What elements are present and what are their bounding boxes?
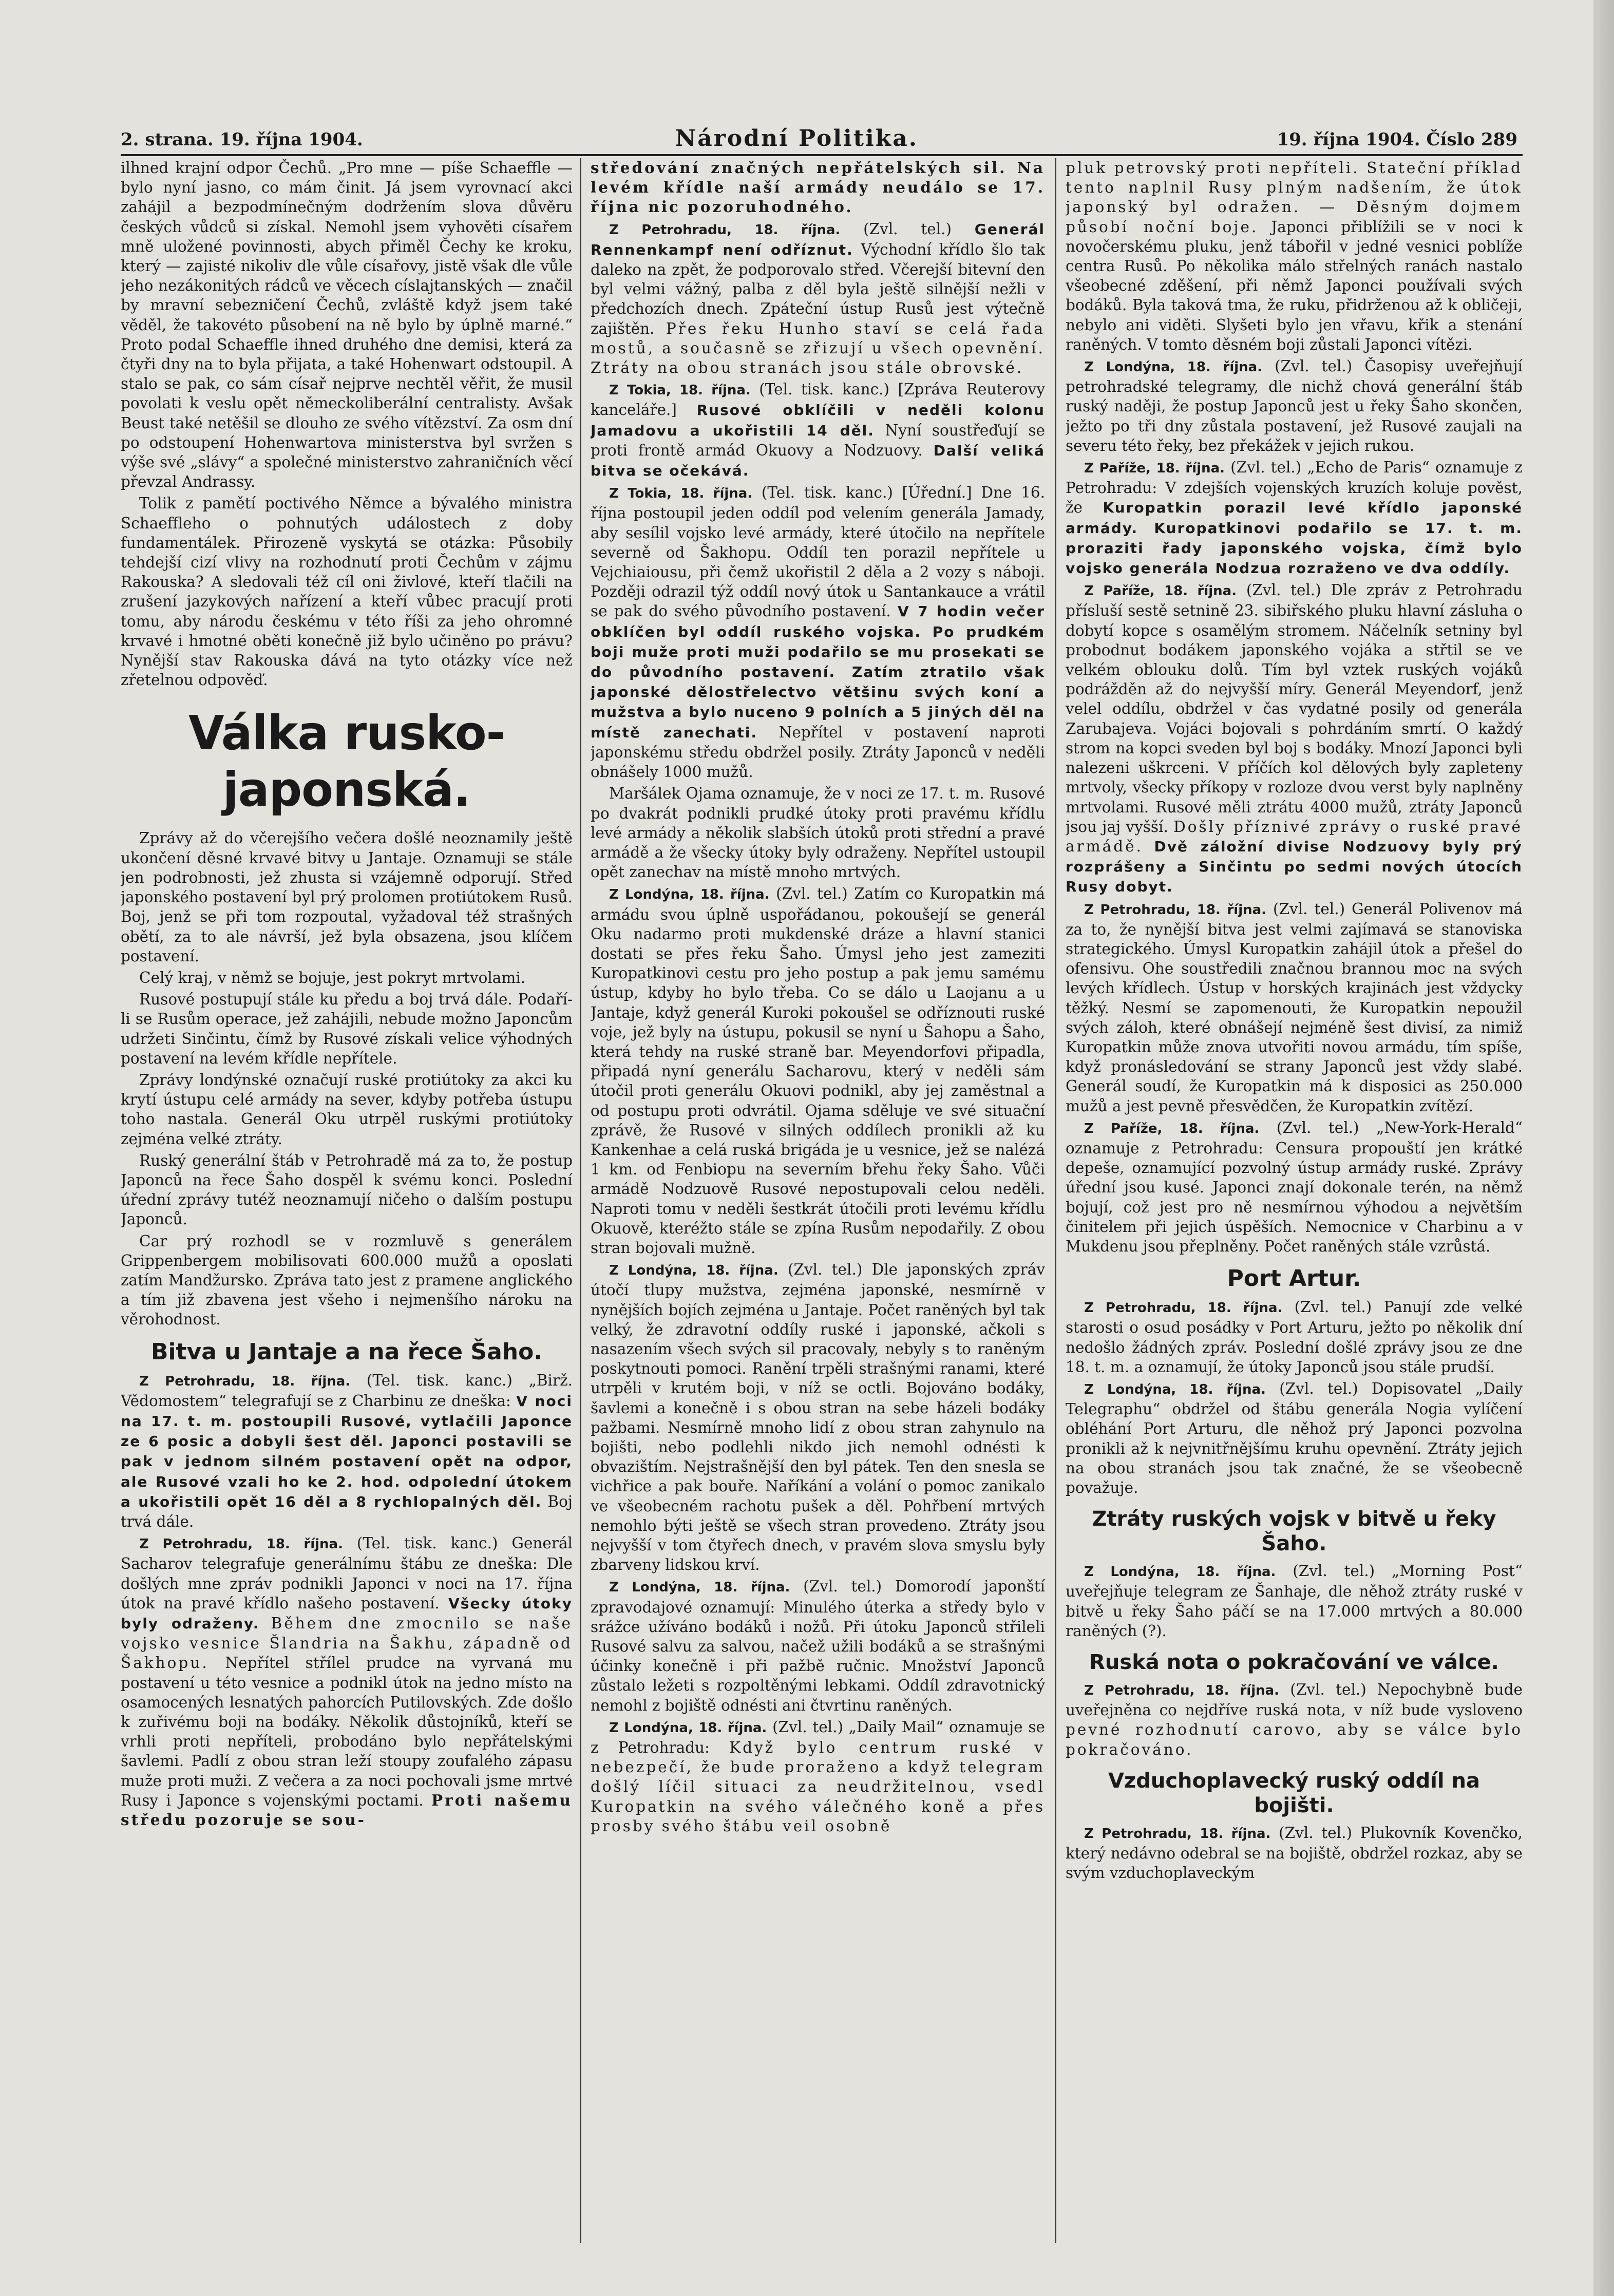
dispatch-spaced: středování značných nepřátelských sil. Na levém křídle naší armády neudálo se 17. října nic pozoruhodného. — [591, 159, 1045, 216]
header-date-left: 2. strana. 19. října 1904. — [121, 129, 363, 150]
dispatch-dateline: Z Petrohradu, 18. října. — [139, 1373, 351, 1389]
dispatch-text: (Zvl. tel.) „New-York-Herald“ oznamuje z Petrohradu: Censura propouští jen krátké depeše, oznamující pozvolný ústup armády ruské. Zprávy úřední jsou kusé. Japonci znají dokonale terén, na němž bojují, což jest pro ně nesmírnou výhodou a největším činitelem při jejich úspěších. Nemocnice v Charbinu a v Mukdenu jsou přeplněny. Počet raněných stále vzrůstá. — [1066, 1118, 1523, 1255]
dispatch — [1066, 1118, 1523, 1256]
dispatch-text: (Zvl. tel.) Nepochybně bude uveřejněna co nejdříve ruská nota, v níž bude vysloveno — [1066, 1681, 1523, 1719]
dispatch — [591, 379, 1045, 481]
column-1 — [121, 158, 573, 2248]
dispatch-text: (Zvl. tel.) Dle zpráv z Petrohradu přísluší sestě setnině 23. sibiřského pluku hlavní zásluha o dobytí kopce s osamělým stromem. Náčelník setniny byl probodnut bodákem japonského vojáka a střtil se ve velkém oblouku dolů. Tím byl vztek ruských vojáků podrážděn až do nejvyšší míry. Generál Meyendorf, jenž velel oddílu, obdržel v čas vydatné posily od generála Zarubajeva. Vojáci bojovali s pohrdáním smrtí. O každý strom na kopci sveden byl boj s bodáky. Mnozí Japonci byli nalezeni uškrceni. V příčích kol dělových byly zapleteny mrtvoly, všecky příkopy v rozloze dvou verst byly naplněny mrtvolami. Rusové měli ztrátu 4000 mužů, ztráty Japonců jsou jaj vyšší. — [1066, 581, 1523, 836]
battle-headline: Bitva u Jantaje a na řece Šaho. — [150, 1338, 543, 1365]
dispatch-dateline: Z Paříže, 18. října. — [1084, 461, 1225, 477]
dispatch-text: Nepřítel v postavení naproti japonskému středu obdržel posily. Ztráty Japonců v neděli obnášely 1000 mužů. — [591, 723, 1045, 781]
dispatch-spaced: pluk petrovský proti nepříteli. Stateční příklad tento naplnil Rusy plným nadšením, že útok japonský byl odražen. — Děsným dojmem působí noční boje. — [1066, 159, 1523, 236]
dispatch-dateline: Z Paříže, 18. října. — [1084, 583, 1237, 599]
dispatch-text: (Zvl. tel.) Časopisy uveřejňují petrohradské telegramy, dle nichž chová generální štáb ruský naději, že postup Japonců jest u řeky Šaho skončen, ježto po tři dny zůstala postavení, jež Rusové zaujali na severu této řeky, bez překážek v jejich rukou. — [1066, 357, 1523, 454]
dispatch — [1066, 1680, 1523, 1759]
dispatch-bold: Generál Rennenkampf není odříznut. — [591, 220, 1045, 258]
dispatch-bold: V noci na 17. t. m. postoupili Rusové, vytlačili Japonce ze 6 posic a dobyli šest děl. Japonci postavili se pak v jednom silném postavení opět na odpor, ale Rusové vzali ho ke 2. hod. odpolední útokem a ukořistili opět 16 děl a 8 rychlopalných děl. — [121, 1392, 573, 1510]
article-paragraph: Car prý rozhodl se v rozmluvě s generálem Grippenbergem mobilisovati 600.000 mužů a oposlati zatím Mandžursko. Zpráva tato jest z pramene anglického a tím již zbavena jest všeho i nejmenšího nároku na věrohodnost. — [121, 1232, 573, 1329]
dispatch-dateline: Z Paříže, 18. října. — [1084, 1121, 1260, 1136]
page-edge — [1593, 0, 1614, 2296]
dispatch-text: (Zvl. tel.) Panují zde velké starosti o osud posádky v Port Arturu, ježto po několik dní nedošlo žádných zpráv. Poslední došlé zprávy jsou ze dne 18. t. m. a oznamují, že útoky Japonců jsou stále prudší. — [1066, 1298, 1523, 1376]
dispatch-text: (Zvl. tel.) „Echo de Paris“ oznamuje z Petrohradu: V zdejších vojenských kruzích koluje pověst, že — [1066, 459, 1523, 517]
dispatch-spaced: Proti našemu středu pozoruje se sou- — [121, 1791, 573, 1829]
dispatch — [591, 1717, 1045, 1836]
dispatch-bold: Rusové obklíčili v neděli kolonu Jamadovu a ukořistili 14 děl. — [591, 402, 1045, 439]
page-header — [121, 123, 1517, 154]
dispatch — [1066, 1561, 1523, 1641]
dispatch-text: (Tel. tisk. kanc.) [Úřední.] Dne 16. října postoupil jeden oddíl pod velením generála Jamady, aby sesílil vojsko levé armády, které útočilo na nepřítele severně od Šakhopu. Oddíl ten porazil nepřítele u Vejchiaiousu, při čemž ukořistil 2 děla a 2 vozy s náboji. Později odrazil týž oddíl nový útok u Santankauce a vrátil se pak do svého původního postavení. — [591, 484, 1045, 620]
column-2 — [591, 158, 1045, 2248]
dispatch-text: (Tel. tisk. kanc.) Generál Sacharov telegrafuje generálnímu štábu ze dneška: Dle došlých mne zpráv podnikli Japonci v noci na 17. října útok na pravé křídlo našeho postavení. — [121, 1534, 573, 1612]
dispatch-text: (Zvl. tel.) Domorodí japonští zpravodajové oznamují: Minulého úterka a středy bylo v srážce užíváno bodáků i nožů. Při útoku Japonců střileli Rusové salvu za salvou, načež užili bodáků a se strašnými účinky konečně i při pažbě ručnic. Množství Japonců zůstalo ležeti s rozpoltěnými lebkami. Oddíl zdravotnický nemohl z bojiště odnésti ani čtvrtinu raněných. — [591, 1578, 1045, 1714]
dispatch-dateline: Z Londýna, 18. října. — [609, 887, 770, 903]
dispatch-text: (Tel. tisk. kanc.) [Zpráva Reuterovy kanceláře.] — [591, 381, 1045, 419]
dispatch-dateline: Z Petrohradu, 18. října. — [609, 222, 841, 238]
dispatch-spaced: Přes řeku Hunho staví se celá řada mostů, a současně se zřizují u všech opevnění. Ztráty na obou stranách jsou stále obrovské. — [591, 319, 1045, 377]
dispatch — [1066, 1379, 1523, 1497]
dispatch-bold: Dvě záložní divise Nodzuovy byly prý rozprášeny a Sinčintu po sedmi nových útocích Rusy dobyt. — [1066, 838, 1523, 896]
dispatch-text: Nepřítel střílel prudce na vyrvaná mu postavení u této vesnice a podnikl útok na jedno místo na osamocených lesnatých pahorcích Putilovských. Zde došlo k zuřivému boji na bodáky. Několik důstojníků, kteří se vrhli proti nepříteli, probodáno bylo nepřátelskými šavlemi. Padlí z obou stran leží stoupy zoufalého zápasu muže proti muži. Z večera a za noci pochovali jsme mrtvé Rusy i Japonce s vojenskými poctami. — [121, 1654, 573, 1809]
dispatch — [1066, 580, 1523, 897]
dispatch-dateline: Z Tokia, 18. října. — [609, 486, 753, 502]
dispatch — [1066, 899, 1523, 1116]
dispatch-dateline: Z Londýna, 18. října. — [1084, 359, 1263, 375]
dispatch-dateline: Z Petrohradu, 18. října. — [1084, 1683, 1280, 1699]
dispatch-dateline: Z Londýna, 18. října. — [609, 1580, 790, 1596]
dispatch — [1066, 356, 1523, 456]
article-paragraph: Zprávy až do včerejšího večera došlé neoznamily ještě ukončení děsné krvavé bitvy u Jantaje. Oznamuji se stále jen podrobnosti, jež zhusta si vzájemně odporují. Střed japonského postavení byl prý prolomen protiútokem Rusů. Boj, jenž se při tom rozpoutal, vyžadoval též strašných obětí, za to ale návrší, jež byla obsazena, jsou klíčem postavení. — [121, 829, 573, 965]
dispatch-dateline: Z Londýna, 18. října. — [609, 1720, 767, 1736]
dispatch — [1066, 1823, 1523, 1883]
dispatch-bold: V 7 hodin večer obklíčen byl oddíl ruského vojska. Po prudkém boji muže proti muži podařilo se mu prosekati se do původního postavení. Zatím ztratilo však japonské dělostřelectvo většinu svých koní a mužstva a bylo nuceno 9 polních a 5 jiných děl na místě zanechati. — [591, 603, 1045, 741]
dispatch-text: (Zvl. tel.) Generál Polivenov má za to, že nynější bitva jest velmi zajímavá se stanoviska strategického. Úmysl Kuropatkin zahájil útok a přešel do ofensivu. Ohe soustředili značnou brannou moc na svých levých křídlech. Ústup v horských krajinách jest vždycky těžký. Nesmí se zapomenouti, že Kuropatkin nepoužil svých záloh, které obnášejí nejméně šest divisí, za nimiž Kuropatkin může znova utvořiti novou armádu, tím spíše, když pronásledování se strany Japonců jest vždy slabé. Generál soudí, že Kuropatkin má k disposici as 250.000 mužů a jest pevně přesvědčen, že Kuropatkin zvítězí. — [1066, 900, 1523, 1115]
port-arthur-headline: Port Artur. — [1227, 1265, 1361, 1292]
balloon-unit-headline: Vzduchoplavecký ruský oddíl na bojišti. — [1108, 1769, 1480, 1817]
dispatch-text: (Tel. tisk. kanc.) „Birž. Vědomostem“ telegrafují se z Charbinu ze dneška: — [121, 1371, 573, 1410]
dispatch-bold: Další veliká bitva se očekává. — [591, 442, 1045, 480]
dispatch-bold: Všecky útoky byly odraženy. — [121, 1595, 573, 1632]
dispatch-text: Nyní soustřeďují se proti frontě armád Okuovy a Nodzuovy. — [591, 421, 1045, 459]
header-rule — [121, 154, 1523, 156]
dispatch-dateline: Z Petrohradu, 18. října. — [1084, 902, 1267, 918]
dispatch — [591, 219, 1045, 378]
dispatch-dateline: Z Petrohradu, 18. října. — [1084, 1826, 1271, 1842]
dispatch — [121, 1533, 573, 1830]
dispatch-dateline: Z Londýna, 18. října. — [1084, 1564, 1276, 1580]
column-rule-2 — [1055, 158, 1056, 2243]
dispatch — [591, 1577, 1045, 1715]
dispatch-text: (Zvl. tel.) „Morning Post“ uveřejňuje telegram ze Šanhaje, dle něhož ztráty ruské v bitvě u řeky Šaho páčí se na 17.000 mrtvých a 80.000 raněných (?). — [1066, 1562, 1523, 1640]
article-paragraph: ilhned krajní odpor Čechů. „Pro mne — píše Schaeffle — bylo nyní jasno, co mám činit. Já jsem vyrovnací akci zahájil a bezpodmínečným dodržením slova důvěru českých vůdců si získal. Nemohl jsem vyhověti císařem mně uložené povinnosti, abych přiměl Čechy ke kroku, který — zajisté nikoliv dle vůle císařovy, jistě však dle vůle jeho nezákonitých rádců ve věcech císlajtanských — značil by mravní sebezničení Čechů, zvláště když jsem také věděl, že takovéto působení na ně bylo by úplně marné.“ Proto podal Schaeffle ihned druhého dne demisi, která za čtyři dny na to byla přijata, a také Hohenwart odstoupil. A stalo se pak, co sám císař nejprve nechtěl věřit, že musil povolati k veslu opět německoliberální centralisty. Avšak Beust také netěšil se dlouho ze svého vítězství. Za osm dní po odstoupení Hohenwartova ministerstva byl svržen s výše své „slávy“ a společné ministerstvo zahraničních věcí převzal Andrassy. — [121, 159, 573, 491]
dispatch — [121, 1371, 573, 1532]
dispatch-dateline: Z Petrohradu, 18. října. — [139, 1536, 343, 1552]
article-paragraph: Tolik z pamětí poctivého Němce a bývalého ministra Schaeffleho o pohnutých událostech z doby fundamentálek. Přirozeně vyskytá se otázka: Působily tehdejší cizí vlivy na rozhodnutí proti Čechům v zájmu Rakouska? A sledovali též cíl oni živlové, kteří tlačili na zrušení jazykových nařízení a kteří vůbec pracují proti tomu, aby národu českému v této říši za jeho ohromné krvavé i hmotné oběti konečně již bylo učiněno po právu? Nynější stav Rakouska dává na tyto otázky více než zřetelnou odpověď. — [121, 495, 573, 689]
dispatch-text: (Zvl. tel.) „Daily Mail“ oznamuje se z Petrohradu: — [591, 1718, 1045, 1757]
article-paragraph: Ruský generální štáb v Petrohradě má za to, že postup Japonců na řece Šaho dospěl k svému konci. Poslední úřední zprávy tutéž neoznamují ničeho o dalším postupu Japonců. — [121, 1151, 573, 1228]
dispatch-dateline: Z Londýna, 18. října. — [609, 1263, 778, 1279]
dispatch-dateline: Z Londýna, 18. října. — [1084, 1381, 1266, 1397]
dispatch-dateline: Z Petrohradu, 18. října. — [1084, 1300, 1283, 1316]
dispatch-text: Boj trvá dále. — [121, 1492, 573, 1530]
dispatch-text: (Zvl. tel.) Zatím co Kuropatkin má armádu svou úplně uspořádanou, pokoušejí se generál Oku nadarmo proti mukdenské dráze a hlavní stanici dostati se přes řeku Šaho. Úmysl jeho jest zameziti Kuropatkinovi cestu pro jeho postup a pak jemu samému ústup, kdyby ho bylo třeba. Co se dálo u Laojanu a u Jantaje, když generál Kuroki pokoušel se odříznouti ruské voje, jež byly na ústupu, pokusil se nyní u Šahopu a Šaho, která tehdy na ruské straně bar. Meyendorfovi připadla, připadá nyní generálu Sacharovu, který v neděli sám útočil proti generálu Okuovi podnikl, aby jej zaměstnal a od postupu proti odvrátil. Ojama sděluje ve své situační zprávě, že Rusové v silných oddílech pronikli až ku Kankenhae a celá ruská brigáda je u vesnice, jež se nalézá 1 km. od Fenbiopu na severním břehu řeky Šaho. Vůči armádě Nodzuově Rusové nepostupovali celou neděli. Naproti tomu v neděli šestkrát útočili proti levému křídlu Okuově, kteréžto stále se zpína Rusům nepodařily. Z obou stran bojovali mužně. — [591, 885, 1045, 1257]
article-paragraph: Rusové postupují stále ku předu a boj trvá dále. Podaří-li se Rusům operace, jež zahájili, nebude možno Japoncům udržeti Sinčintu, čímž by Rusové získali velice výhodných postavení na levém křídle nepřítele. — [121, 991, 573, 1067]
losses-headline: Ztráty ruských vojsk v bitvě u řeky Šaho. — [1092, 1507, 1496, 1556]
article-paragraph: Zprávy londýnské označují ruské protiútoky za akci ku krytí ústupu celé armády na sever, kdyby potřeba ústupu toho nastala. Generál Oku utrpěl ruskými protiútoky zejména velké ztráty. — [121, 1071, 573, 1148]
dispatch-spaced: Došly příznivé zprávy o ruské pravé armádě. — [1066, 818, 1523, 855]
dispatch-dateline: Z Tokia, 18. října. — [609, 383, 751, 399]
dispatch-spaced: pevné rozhodnutí carovo, aby se válce bylo pokračováno. — [1066, 1721, 1523, 1758]
dispatch — [1066, 1297, 1523, 1377]
dispatch-bold: Kuropatkin porazil levé křídlo japonské armády. Kuropatkinovi podařilo se 17. t. m. proraziti řady japonského vojska, čímž bylo vojsko generála Nodzua rozraženo ve dva oddíly. — [1066, 499, 1523, 577]
dispatch-text: Japonci přiblížili se v noci k novočerskému pluku, jenž tábořil v jedné vesnici poblíže centra Rusů. Po několika málo střelných ranách nastalo všeobecné zděšení, při němž Japonci používali svých bodáků. Byla taková tma, že ruku, přidrženou až k obličeji, nebylo ani viděti. Slyšeti bylo jen vřavu, křik a stenání raněných. V tomto děsném boji zůstali Japonci vítězi. — [1066, 218, 1523, 353]
dispatch — [1066, 458, 1523, 578]
column-3 — [1066, 158, 1523, 2248]
war-headline: Válka rusko-japonská. — [188, 706, 505, 818]
header-issue-right: 19. října 1904. Číslo 289 — [1277, 129, 1517, 150]
dispatch — [591, 1260, 1045, 1574]
dispatch-text: Východní křídlo šlo tak daleko na zpět, že podporovalo střed. Včerejší bitevní den byl velmi vážný, palba z děl byla ještě silnější nežli v předchozích dnech. Zpáteční ústup Rusů jest výtečně zajištěn. — [591, 240, 1045, 337]
dispatch-text: (Zvl. tel.) Dle japonských zpráv útočí tlupy mužstva, zejména japonské, nesmírně v nynějších bojích zejména u Jantaje. Počet raněných byl tak velký, že zdravotní oddíly ruské i japonské, ačkoli s nasazením všech svých sil pracovaly, nebyly s to raněným poskytnouti pomoci. Ranění trpěli strašnými ranami, které utrpěli v krutém boji, v níž se octli. Bojováno bodáky, šavlemi a konečně i s obou stran na sebe házeli bodáky pažbami. Nesmírně mnoho lidí z obou stran zahynulo na bojišti, nebo podlehli nikdo jich nemohl odnésti k obvazištím. Nejstrašnější den byl pátek. Ten den snesla se vichřice a pak bouře. Naříkání a volání o pomoc zanikalo ve všeobecném rachotu pušek a děl. Pohřbení mrtvých nemohlo býti ještě se všech stran provedeno. Ztráty jsou nejvyšší v tom čtyřech dnech, v pravém slova smyslu byly zbarveny lidskou krví. — [591, 1261, 1045, 1574]
dispatch-text: (Zvl. tel.) Plukovník Kovenčko, který nedávno odebral se na bojiště, obdržel rozkaz, aby se svým vzduchoplaveckým — [1066, 1824, 1523, 1882]
article-paragraph: Celý kraj, v němž se bojuje, jest pokryt mrtvolami. — [139, 969, 526, 986]
dispatch-spaced: Když bylo centrum ruské v nebezpečí, že bude proraženo a když telegram došlý líčil situaci za neudržitelnou, vsedl Kuropatkin na svého válečného koně a přes prosby svého štábu veil osobně — [591, 1739, 1045, 1835]
article-paragraph: Maršálek Ojama oznamuje, že v noci ze 17. t. m. Rusové po dvakrát podnikli prudké útoky proti pravému křídlu levé armády a několik slabších útoků proti střední a pravé armádě a že všecky útoky byly odraženy. Nepřítel ustoupil opět zanechav na místě mnoho mrtvých. — [591, 785, 1045, 881]
newspaper-title: Národní Politika. — [675, 125, 919, 151]
dispatch — [591, 158, 1045, 217]
dispatch — [1066, 158, 1523, 354]
dispatch-text: (Zvl. tel.) Dopisovatel „Daily Telegraphu“ obdržel od štábu generála Nogia vylíčení obléhání Port Arturu, dle něhož prý Japonci pozvolna pronikli až k nejvnitřnějšímu kruhu opevnění. Ztráty jejich na obou stranách jsou tak značné, že se všeobecně považuje. — [1066, 1379, 1523, 1496]
dispatch-spaced: Během dne zmocnilo se naše vojsko vesnice Šlandria na Šakhu, západně od Šakhopu. — [121, 1615, 573, 1672]
dispatch — [591, 884, 1045, 1258]
dispatch-text: (Zvl. tel.) — [863, 220, 952, 238]
dispatch — [591, 483, 1045, 782]
note-headline: Ruská nota o pokračování ve válce. — [1089, 1650, 1499, 1675]
column-rule-1 — [580, 158, 581, 2243]
